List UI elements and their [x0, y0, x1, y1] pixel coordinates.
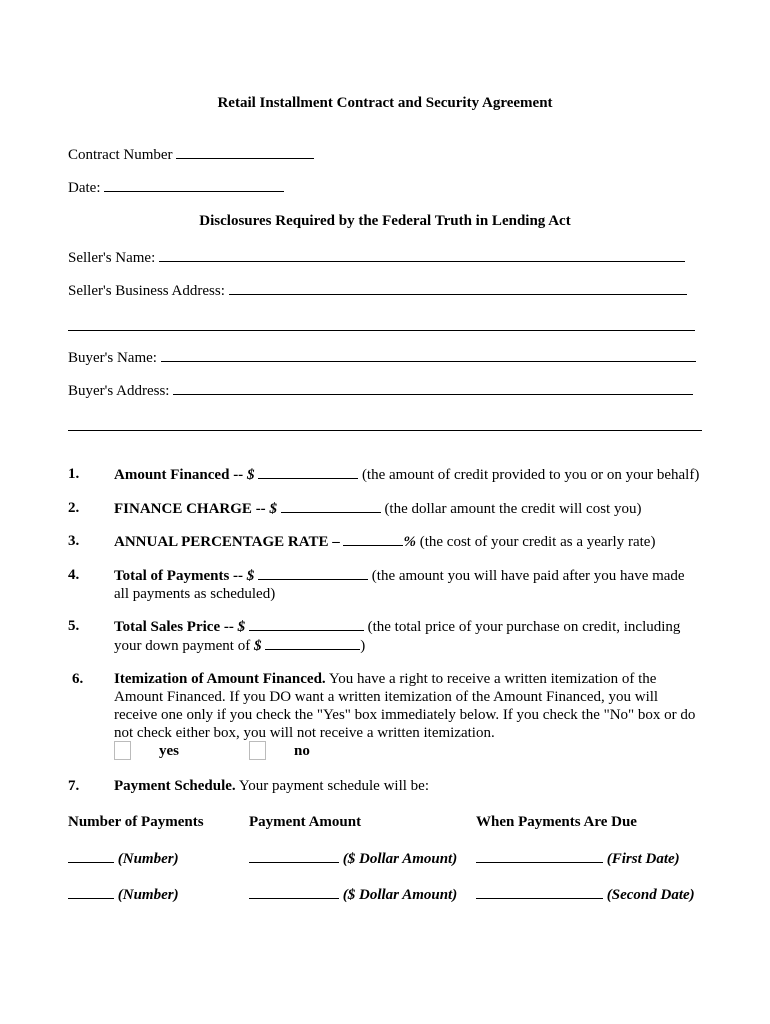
cell-hint: (Second Date)	[606, 887, 695, 903]
buyer-address-field[interactable]	[68, 381, 693, 400]
cell-hint: (Number)	[117, 851, 179, 867]
schedule-text: Your payment schedule will be:	[238, 778, 429, 794]
amount-financed-blank[interactable]	[258, 465, 358, 479]
cell-hint: ($ Dollar Amount)	[342, 851, 458, 867]
item-number: 3.	[68, 533, 80, 549]
total-payments-blank[interactable]	[258, 566, 368, 580]
header-when-due: When Payments Are Due	[476, 814, 637, 830]
itemization-no-option[interactable]	[249, 741, 266, 760]
yes-checkbox[interactable]	[114, 741, 131, 760]
apr-blank[interactable]	[343, 532, 403, 546]
itemization-section	[114, 670, 695, 742]
unit: $	[246, 467, 255, 483]
close-paren: )	[360, 638, 366, 654]
separator: --	[229, 467, 247, 483]
item-apr	[114, 532, 655, 551]
seller-name-blank[interactable]	[159, 248, 685, 262]
down-payment-blank[interactable]	[265, 636, 360, 650]
separator: --	[229, 568, 247, 584]
contract-number-label: Contract Number	[68, 147, 173, 163]
date-blank[interactable]	[476, 849, 603, 863]
number-blank[interactable]	[68, 849, 114, 863]
buyer-name-blank[interactable]	[161, 348, 696, 362]
item-description: (the dollar amount the credit will cost you)	[384, 501, 642, 517]
buyer-address-blank[interactable]	[173, 381, 693, 395]
item-total-payments	[114, 566, 685, 603]
disclosures-heading: Disclosures Required by the Federal Truth in Lending Act	[199, 213, 571, 229]
itemization-label: Itemization of Amount Financed.	[114, 671, 326, 687]
item-number: 6.	[72, 671, 84, 687]
date-blank[interactable]	[476, 885, 603, 899]
yes-label: yes	[159, 743, 179, 759]
header-payment-amount: Payment Amount	[249, 814, 362, 830]
seller-name-label: Seller's Name:	[68, 250, 156, 266]
item-number: 4.	[68, 567, 80, 583]
schedule-label: Payment Schedule.	[114, 778, 236, 794]
separator: –	[328, 534, 344, 550]
item-total-sales-price	[114, 617, 680, 655]
item-number: 1.	[68, 466, 80, 482]
unit: $	[237, 619, 246, 635]
schedule-row-1-amount[interactable]	[249, 849, 457, 868]
item-finance-charge	[114, 499, 641, 518]
schedule-row-2-amount[interactable]	[249, 885, 457, 904]
document-title: Retail Installment Contract and Security Agreement	[217, 95, 553, 111]
seller-address-field[interactable]	[68, 281, 687, 300]
item-description-continued: all payments as scheduled)	[114, 586, 276, 602]
unit: %	[403, 534, 416, 550]
item-description-continued: your down payment of	[114, 638, 251, 654]
item-number: 5.	[68, 618, 80, 634]
amount-blank[interactable]	[249, 849, 339, 863]
separator: --	[251, 501, 270, 517]
unit: $	[253, 638, 262, 654]
seller-address-line-2[interactable]	[68, 330, 695, 331]
date-label: Date:	[68, 180, 101, 196]
item-number: 2.	[68, 500, 80, 516]
item-label: FINANCE CHARGE	[114, 501, 252, 517]
item-description: (the amount of credit provided to you or on your behalf)	[361, 467, 700, 483]
finance-charge-blank[interactable]	[281, 499, 381, 513]
itemization-yes-option[interactable]	[114, 741, 131, 760]
payment-schedule-intro	[114, 777, 429, 795]
seller-address-blank[interactable]	[229, 281, 687, 295]
itemization-text: Amount Financed. If you DO want a written itemization of the Amount Financed, you will	[114, 689, 659, 705]
item-label: Amount Financed	[114, 467, 230, 483]
date-blank[interactable]	[104, 178, 284, 192]
schedule-row-2-date[interactable]	[476, 885, 695, 904]
itemization-text: receive one only if you check the "Yes" box immediately below. If you check the "No" box or do	[114, 707, 696, 723]
contract-number-field[interactable]	[68, 145, 314, 164]
separator: --	[220, 619, 238, 635]
buyer-name-field[interactable]	[68, 348, 696, 367]
header-number-of-payments: Number of Payments	[68, 814, 204, 830]
buyer-address-line-2[interactable]	[68, 430, 702, 431]
seller-address-label: Seller's Business Address:	[68, 283, 225, 299]
no-checkbox[interactable]	[249, 741, 266, 760]
no-label: no	[294, 743, 310, 759]
item-description: (the amount you will have paid after you have made	[371, 568, 685, 584]
buyer-name-label: Buyer's Name:	[68, 350, 157, 366]
item-description: (the total price of your purchase on credit, including	[367, 619, 681, 635]
cell-hint: (First Date)	[606, 851, 680, 867]
itemization-text: You have a right to receive a written itemization of the	[328, 671, 657, 687]
itemization-text: not check either box, you will not receive a written itemization.	[114, 725, 495, 741]
amount-blank[interactable]	[249, 885, 339, 899]
buyer-address-label: Buyer's Address:	[68, 383, 170, 399]
schedule-row-1-number[interactable]	[68, 849, 179, 868]
cell-hint: ($ Dollar Amount)	[342, 887, 458, 903]
item-label: Total Sales Price	[114, 619, 221, 635]
item-amount-financed	[114, 465, 699, 484]
item-label: Total of Payments	[114, 568, 230, 584]
item-description: (the cost of your credit as a yearly rate)	[419, 534, 656, 550]
date-field[interactable]	[68, 178, 284, 197]
seller-name-field[interactable]	[68, 248, 685, 267]
item-number: 7.	[68, 778, 80, 794]
cell-hint: (Number)	[117, 887, 179, 903]
schedule-row-2-number[interactable]	[68, 885, 179, 904]
unit: $	[246, 568, 255, 584]
unit: $	[269, 501, 277, 517]
contract-number-blank[interactable]	[176, 145, 314, 159]
total-sales-price-blank[interactable]	[249, 617, 364, 631]
schedule-row-1-date[interactable]	[476, 849, 680, 868]
item-label: ANNUAL PERCENTAGE RATE	[114, 534, 329, 550]
number-blank[interactable]	[68, 885, 114, 899]
